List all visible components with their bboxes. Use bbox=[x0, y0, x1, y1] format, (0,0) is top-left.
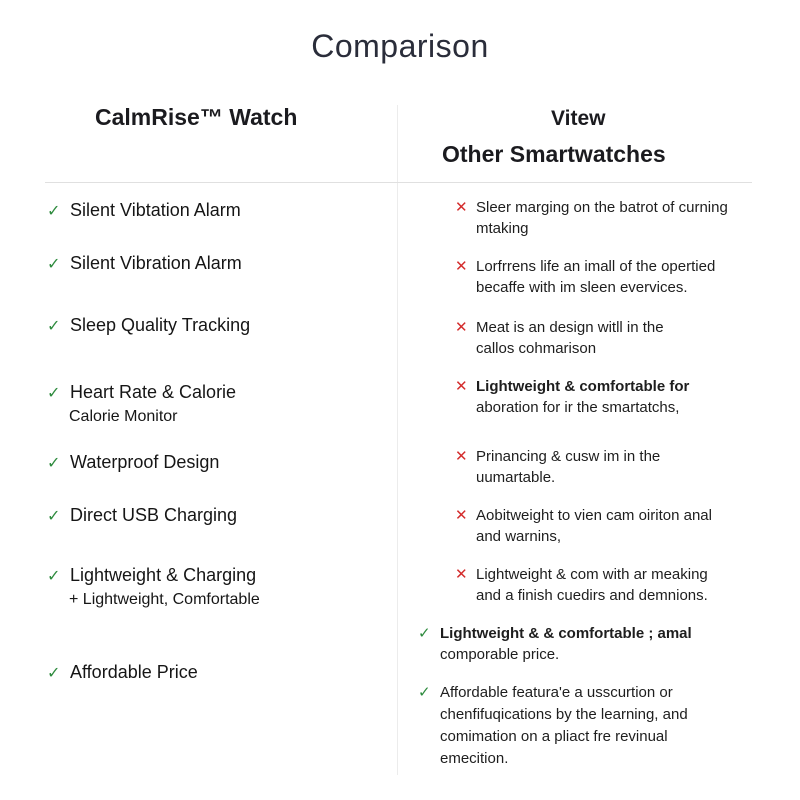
right-item-line: chenfifuqications by the learning, and bbox=[440, 706, 688, 723]
right-item-line: becaffe with im sleen evervices. bbox=[476, 279, 688, 296]
cross-icon: ✕ bbox=[455, 566, 468, 583]
left-item bbox=[47, 251, 242, 277]
right-item-line: Prinancing & cusw im in the bbox=[476, 448, 661, 465]
left-item-label: Silent Vibration Alarm bbox=[70, 253, 242, 273]
right-item-line: Lorfrrens life an imall of the opertied bbox=[476, 258, 716, 275]
right-item-line: Sleer marging on the batrot of curning bbox=[476, 199, 728, 216]
left-item bbox=[47, 313, 250, 339]
right-item-line: Meat is an design witll in the bbox=[476, 319, 664, 336]
cross-icon: ✕ bbox=[455, 507, 468, 524]
check-icon: ✓ bbox=[47, 665, 61, 682]
left-item-label: Silent Vibtation Alarm bbox=[70, 200, 241, 220]
left-item bbox=[47, 563, 260, 611]
right-item bbox=[455, 317, 664, 359]
right-item-line: Lightweight & comfortable for bbox=[476, 378, 690, 395]
left-item-label: Heart Rate & Calorie bbox=[70, 382, 237, 402]
cross-icon: ✕ bbox=[455, 199, 468, 216]
left-item-sublabel: + Lightweight, Comfortable bbox=[69, 591, 260, 608]
right-item bbox=[455, 564, 708, 606]
right-item-line: comporable price. bbox=[440, 646, 560, 663]
right-item bbox=[455, 256, 715, 298]
cross-icon: ✕ bbox=[455, 319, 468, 336]
right-item bbox=[455, 197, 728, 239]
right-item-line: emecition. bbox=[440, 750, 509, 767]
cross-icon: ✕ bbox=[455, 448, 468, 465]
cross-icon: ✕ bbox=[455, 378, 468, 395]
check-icon: ✓ bbox=[47, 508, 61, 525]
right-item-line: and warnins, bbox=[476, 528, 562, 545]
left-item-sublabel: Calorie Monitor bbox=[69, 408, 178, 425]
left-item-label: Lightweight & Charging bbox=[70, 565, 257, 585]
right-item-line: aboration for ir the smartatchs, bbox=[476, 399, 680, 416]
check-icon: ✓ bbox=[47, 318, 61, 335]
right-item-line: Lightweight & & comfortable ; amal bbox=[440, 625, 692, 642]
right-item-line: Aobitweight to vien cam oiriton anal bbox=[476, 507, 712, 524]
left-item bbox=[47, 450, 219, 476]
header-divider bbox=[45, 182, 752, 183]
cross-icon: ✕ bbox=[455, 258, 468, 275]
left-item-label: Direct USB Charging bbox=[70, 505, 238, 525]
check-icon: ✓ bbox=[47, 568, 61, 585]
left-item bbox=[47, 503, 237, 529]
left-item-label: Affordable Price bbox=[70, 662, 198, 682]
right-item-line: uumartable. bbox=[476, 469, 556, 486]
right-item-line: and a finish cuedirs and demnions. bbox=[476, 587, 708, 604]
page-title: Comparison bbox=[311, 28, 489, 64]
right-item bbox=[418, 682, 688, 770]
right-item bbox=[455, 376, 689, 418]
right-column-header-line1: Vitew bbox=[551, 107, 606, 130]
left-item bbox=[47, 198, 241, 224]
right-item bbox=[455, 505, 712, 547]
check-icon: ✓ bbox=[47, 256, 61, 273]
left-item-label: Waterproof Design bbox=[70, 452, 220, 472]
left-item-label: Sleep Quality Tracking bbox=[70, 315, 251, 335]
right-item-line: comimation on a pliact fre revinual bbox=[440, 728, 668, 745]
check-icon: ✓ bbox=[418, 684, 431, 701]
column-divider bbox=[397, 105, 398, 775]
check-icon: ✓ bbox=[418, 625, 431, 642]
right-item-line: Lightweight & com with ar meaking bbox=[476, 566, 708, 583]
check-icon: ✓ bbox=[47, 385, 61, 402]
right-item-line: callos cohmarison bbox=[476, 340, 597, 357]
left-item bbox=[47, 380, 236, 428]
right-item bbox=[455, 446, 660, 488]
left-item bbox=[47, 660, 198, 686]
left-column-header: CalmRise™ Watch bbox=[95, 104, 298, 130]
check-icon: ✓ bbox=[47, 203, 61, 220]
right-item-line: Affordable featura'e a usscurtion or bbox=[440, 684, 673, 701]
right-item bbox=[418, 623, 692, 665]
right-item-line: mtaking bbox=[476, 220, 529, 237]
right-column-header-line2: Other Smartwatches bbox=[442, 141, 666, 167]
check-icon: ✓ bbox=[47, 455, 61, 472]
